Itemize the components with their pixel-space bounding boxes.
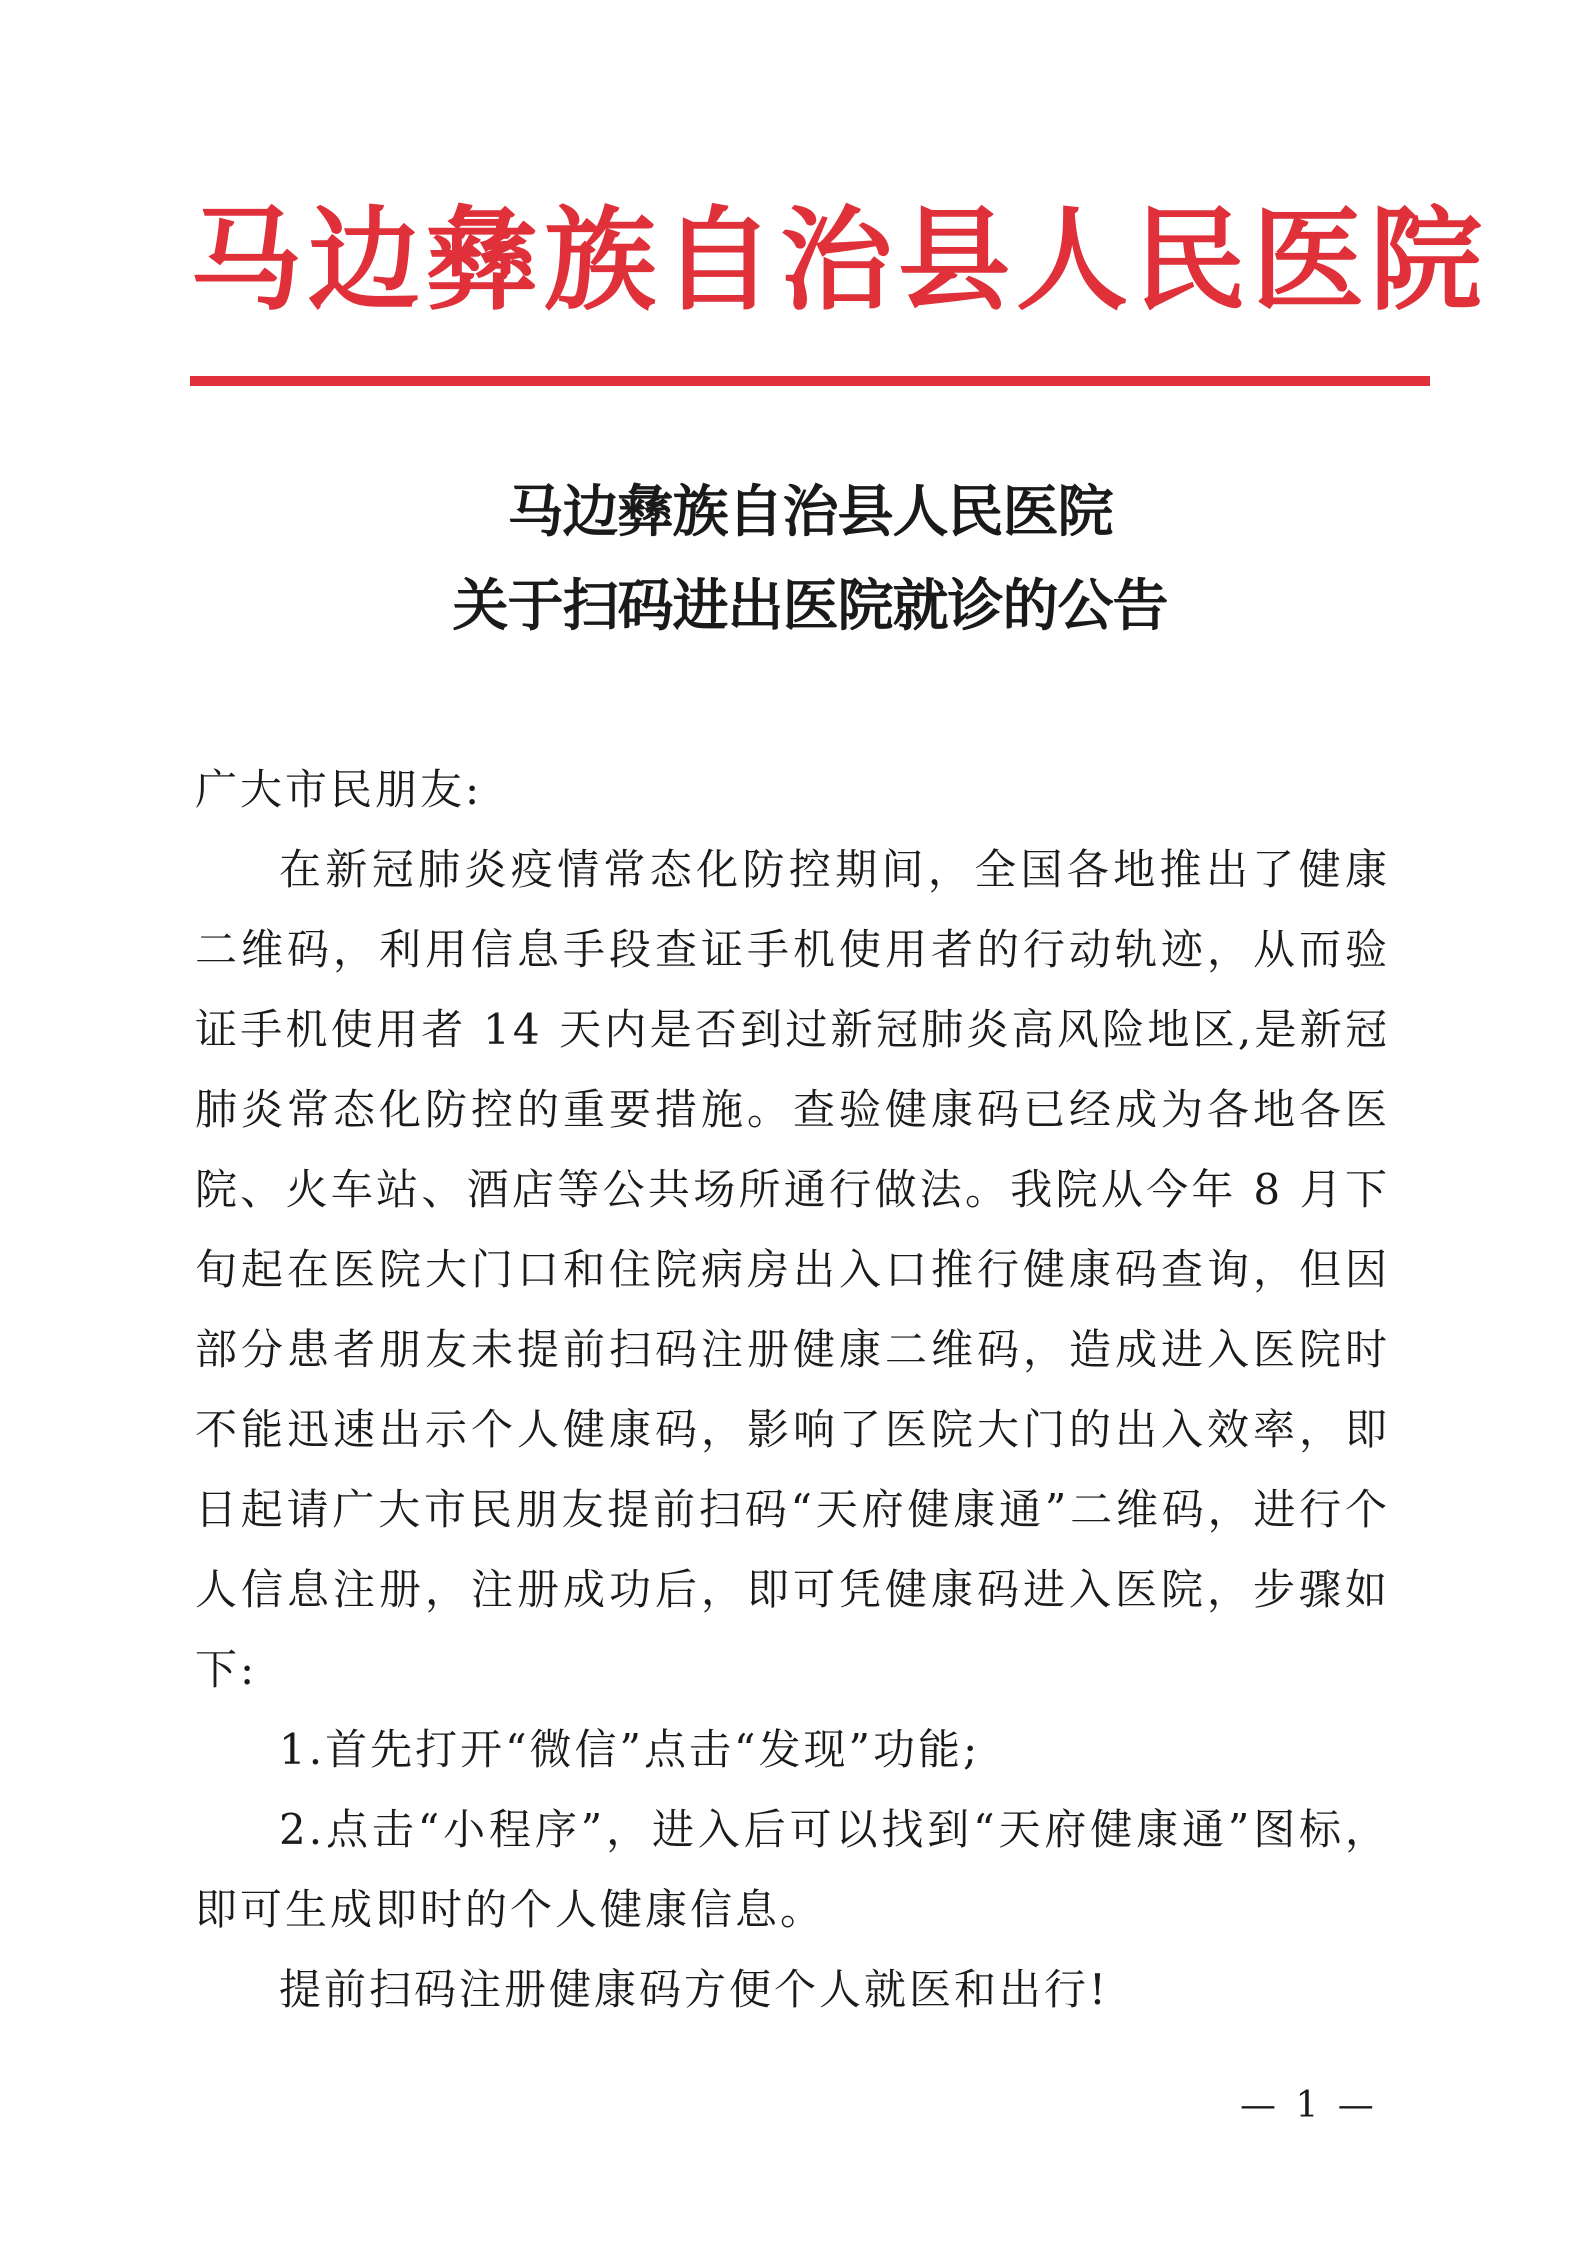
letterhead-title: 马边彝族自治县人民医院: [190, 195, 1488, 326]
paragraph-step-2: 2.点击“小程序”，进入后可以找到“天府健康通”图标，即可生成即时的个人健康信息。: [195, 1805, 1390, 1934]
notice-title-line1: 马边彝族自治县人民医院: [507, 479, 1113, 545]
letterhead-red-rule: [190, 376, 1430, 386]
salutation: 广大市民朋友:: [195, 765, 483, 814]
paragraph-main: 在新冠肺炎疫情常态化防控期间，全国各地推出了健康二维码，利用信息手段查证手机使用者的行动轨迹，从而验证手机使用者 14 天内是否到过新冠肺炎高风险地区,是新冠肺炎常态化防控的重要措施。查验健康码已经成为各地各医院、火车站、酒店等公共场所通行做法。我院从今年 8 月下旬起在医院大门口和住院病房出入口推行健康码查询，但因部分患者朋友未提前扫码注册健康二维码，造成进入医院时不能迅速出示个人健康码，影响了医院大门的出入效率，即日起请广大市民朋友提前扫码“天府健康通”二维码，进行个人信息注册，注册成功后，即可凭健康码进入医院，步骤如下:: [195, 845, 1390, 1694]
notice-body: [195, 750, 1390, 2030]
paragraph-closing: 提前扫码注册健康码方便个人就医和出行!: [279, 1965, 1109, 2014]
notice-title-line2: 关于扫码进出医院就诊的公告: [452, 573, 1168, 639]
paragraph-step-1: 1.首先打开“微信”点击“发现”功能;: [279, 1725, 981, 1774]
page-number: — 1 —: [1240, 2085, 1378, 2126]
